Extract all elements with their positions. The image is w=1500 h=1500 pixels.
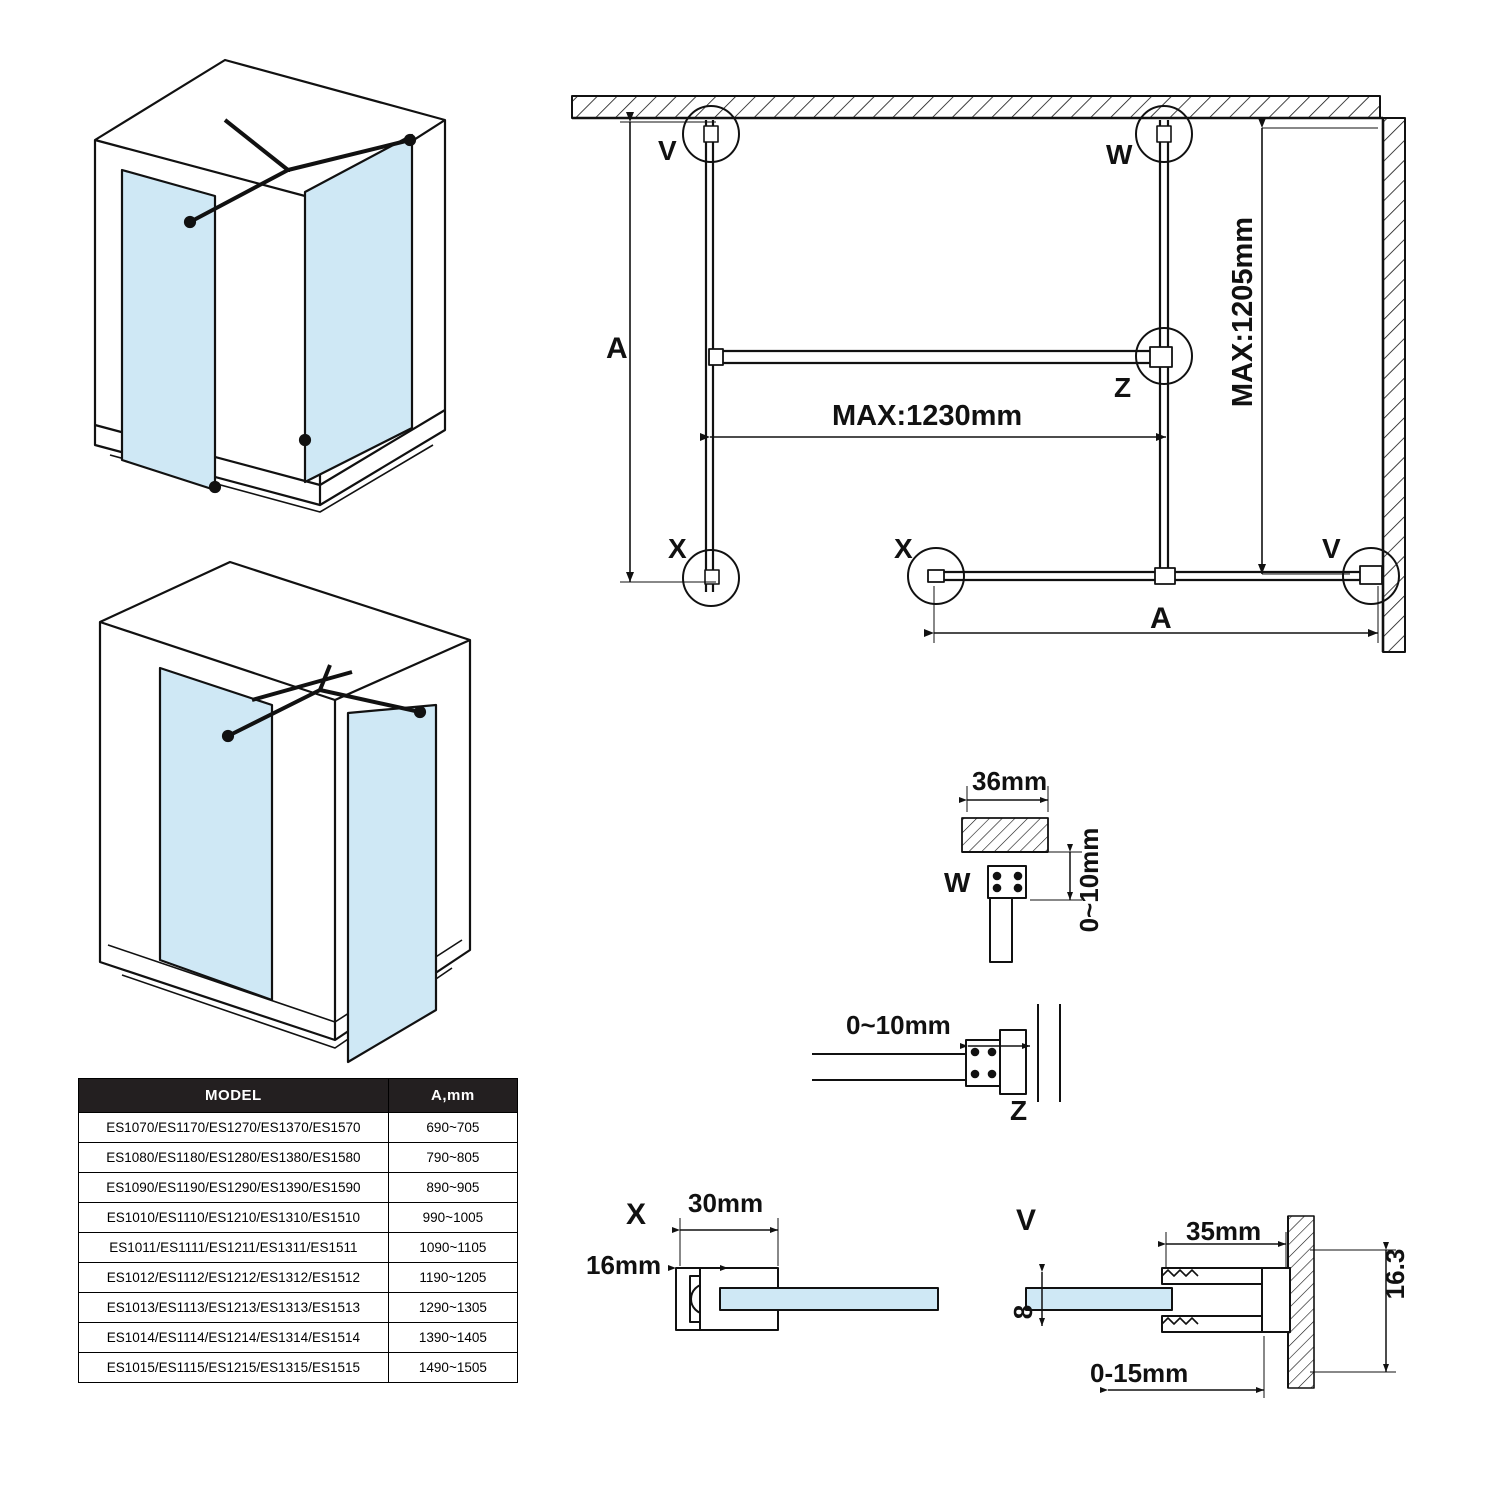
dim-max-width: MAX:1230mm bbox=[832, 400, 1023, 432]
plan-view bbox=[572, 96, 1405, 652]
label-x-mid: X bbox=[894, 533, 913, 564]
label-v-top: V bbox=[658, 135, 677, 166]
header-a: A,mm bbox=[388, 1079, 517, 1113]
dim-v-thickness: 16.3 bbox=[1380, 1248, 1410, 1300]
table-row bbox=[79, 1263, 518, 1293]
dim-w-width: 36mm bbox=[972, 766, 1048, 796]
dim-v-adjust: 0-15mm bbox=[1090, 1358, 1189, 1388]
cell-a-value: 1090~1105 bbox=[388, 1233, 517, 1263]
table-row bbox=[79, 1203, 518, 1233]
table-row bbox=[79, 1293, 518, 1323]
cell-model: ES1015/ES1115/ES1215/ES1315/ES1515 bbox=[79, 1353, 389, 1383]
cell-model: ES1014/ES1114/ES1214/ES1314/ES1514 bbox=[79, 1323, 389, 1353]
cell-model: ES1090/ES1190/ES1290/ES1390/ES1590 bbox=[79, 1173, 389, 1203]
cell-a-value: 890~905 bbox=[388, 1173, 517, 1203]
table-row bbox=[79, 1113, 518, 1143]
label-z: Z bbox=[1114, 372, 1132, 403]
cell-a-value: 790~805 bbox=[388, 1143, 517, 1173]
label-detail-v: V bbox=[1016, 1204, 1037, 1237]
iso-view-bottom bbox=[100, 562, 470, 1062]
dim-a-horizontal: A bbox=[1150, 602, 1172, 635]
table-header-row bbox=[79, 1079, 518, 1113]
cell-a-value: 1490~1505 bbox=[388, 1353, 517, 1383]
table-row bbox=[79, 1353, 518, 1383]
dim-w-gap: 0~10mm bbox=[1074, 827, 1104, 933]
table-row bbox=[79, 1143, 518, 1173]
table-row bbox=[79, 1233, 518, 1263]
cell-model: ES1011/ES1111/ES1211/ES1311/ES1511 bbox=[79, 1233, 389, 1263]
dim-max-height: MAX:1205mm bbox=[1227, 216, 1259, 408]
cell-a-value: 1290~1305 bbox=[388, 1293, 517, 1323]
label-detail-w: W bbox=[944, 867, 971, 898]
dim-z-gap: 0~10mm bbox=[846, 1010, 951, 1040]
dim-v-glass: 8 bbox=[1008, 1304, 1038, 1320]
cell-a-value: 1390~1405 bbox=[388, 1323, 517, 1353]
cell-model: ES1070/ES1170/ES1270/ES1370/ES1570 bbox=[79, 1113, 389, 1143]
dim-x-inner: 16mm bbox=[586, 1250, 662, 1280]
detail-w bbox=[962, 786, 1082, 962]
detail-x bbox=[676, 1218, 938, 1330]
table-row bbox=[79, 1323, 518, 1353]
iso-view-top bbox=[95, 60, 445, 512]
dim-v-profile: 35mm bbox=[1186, 1216, 1262, 1246]
label-detail-z: Z bbox=[1010, 1095, 1028, 1126]
cell-model: ES1012/ES1112/ES1212/ES1312/ES1512 bbox=[79, 1263, 389, 1293]
model-spec-table bbox=[78, 1078, 518, 1383]
cell-a-value: 1190~1205 bbox=[388, 1263, 517, 1293]
cell-model: ES1013/ES1113/ES1213/ES1313/ES1513 bbox=[79, 1293, 389, 1323]
label-detail-x: X bbox=[626, 1198, 647, 1231]
cell-a-value: 990~1005 bbox=[388, 1203, 517, 1233]
cell-model: ES1010/ES1110/ES1210/ES1310/ES1510 bbox=[79, 1203, 389, 1233]
label-w: W bbox=[1106, 139, 1133, 170]
header-model: MODEL bbox=[79, 1079, 389, 1113]
cell-a-value: 690~705 bbox=[388, 1113, 517, 1143]
cell-model: ES1080/ES1180/ES1280/ES1380/ES1580 bbox=[79, 1143, 389, 1173]
label-x-left: X bbox=[668, 533, 687, 564]
table-row bbox=[79, 1173, 518, 1203]
dim-x-outer: 30mm bbox=[688, 1188, 764, 1218]
label-v-right: V bbox=[1322, 533, 1341, 564]
dim-a-vertical: A bbox=[606, 332, 628, 365]
